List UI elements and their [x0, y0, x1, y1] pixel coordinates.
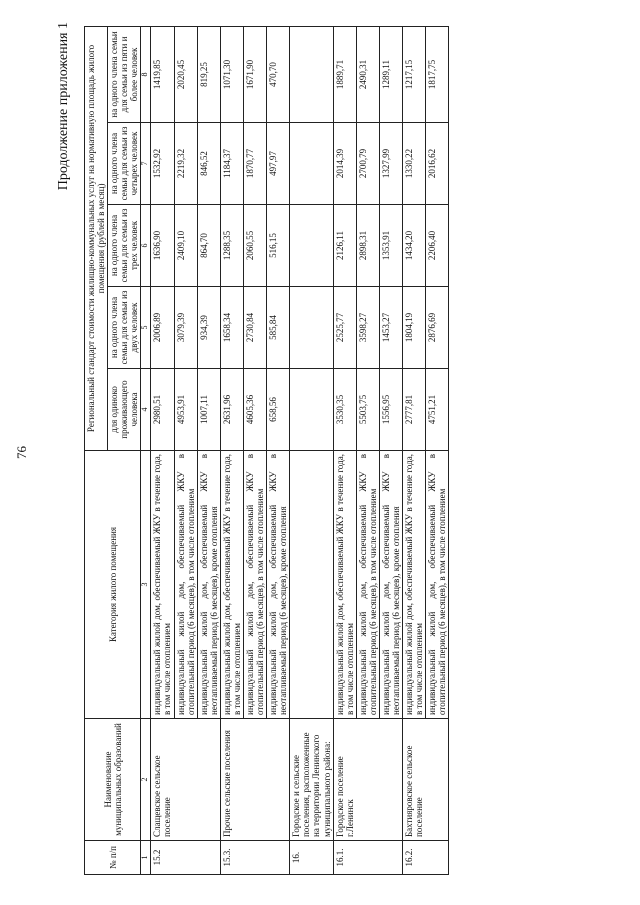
- index-8: 8: [141, 26, 151, 122]
- empty-cell: [290, 369, 333, 451]
- standard-value: 3530,35: [333, 369, 356, 451]
- standard-value: 1327,99: [379, 123, 402, 205]
- header-sub-4: на одного члена семьи для семьи из четырех человек: [108, 123, 141, 205]
- standard-value: 1071,30: [220, 26, 243, 122]
- standard-value: 2219,32: [174, 123, 197, 205]
- standard-value: 2060,55: [243, 205, 266, 287]
- header-sub-2: на одного члена семьи для семьи из двух человек: [108, 287, 141, 369]
- index-5: 5: [141, 287, 151, 369]
- index-3: 3: [141, 451, 151, 719]
- standard-value: 2206,40: [426, 205, 449, 287]
- empty-cell: [290, 26, 333, 122]
- header-sub-5: на одного члена семьи для семьи из пяти и более человек: [108, 26, 141, 122]
- row-number: 15.2: [151, 841, 220, 875]
- continuation-note: Продолжение приложения 1: [56, 22, 71, 191]
- empty-cell: [290, 451, 333, 719]
- standard-value: 658,56: [267, 369, 290, 451]
- standard-value: 1532,92: [151, 123, 174, 205]
- header-category: Категория жилого помещения: [85, 451, 141, 719]
- standard-value: 1889,71: [333, 26, 356, 122]
- standard-value: 2016,62: [426, 123, 449, 205]
- standard-value: 1184,37: [220, 123, 243, 205]
- standard-value: 2525,77: [333, 287, 356, 369]
- standard-value: 2876,69: [426, 287, 449, 369]
- standard-value: 1658,34: [220, 287, 243, 369]
- index-7: 7: [141, 123, 151, 205]
- row-number: 16.2.: [403, 841, 449, 875]
- header-sub-3: на одного члена семьи для семьи из трех человек: [108, 205, 141, 287]
- standard-value: 1288,35: [220, 205, 243, 287]
- header-sub-1: для одиноко проживающего человека: [108, 369, 141, 451]
- municipality-name: Городское и сельские поселения, расположенные на территории Ленинского муниципального района:: [290, 719, 333, 841]
- index-1: 1: [141, 841, 151, 875]
- standard-value: 1671,90: [243, 26, 266, 122]
- table-row: [333, 26, 356, 874]
- empty-cell: [290, 123, 333, 205]
- standard-value: 2409,10: [174, 205, 197, 287]
- standard-value: 2980,51: [151, 369, 174, 451]
- standard-value: 1870,77: [243, 123, 266, 205]
- housing-category: индивидуальный жилой дом, обеспечиваемый ЖКУ в течение года, в том числе отоплением: [403, 451, 426, 719]
- empty-cell: [290, 287, 333, 369]
- standard-value: 2020,45: [174, 26, 197, 122]
- standard-value: 1217,15: [403, 26, 426, 122]
- standard-value: 1817,75: [426, 26, 449, 122]
- municipality-name: Бахтияровское сельское поселение: [403, 719, 449, 841]
- standard-value: 934,39: [197, 287, 220, 369]
- housing-category: индивидуальный жилой дом, обеспечиваемый ЖКУ в отопительный период (6 месяцев), в том числе отоплением: [356, 451, 379, 719]
- table-row: [220, 26, 243, 874]
- index-6: 6: [141, 205, 151, 287]
- standard-value: 1353,91: [379, 205, 402, 287]
- standard-value: 846,52: [197, 123, 220, 205]
- standard-value: 497,97: [267, 123, 290, 205]
- standard-value: 1804,19: [403, 287, 426, 369]
- municipality-name: Городское поселение г.Ленинск: [333, 719, 402, 841]
- standard-value: 2126,11: [333, 205, 356, 287]
- table-header: [85, 26, 151, 874]
- standard-value: 2730,84: [243, 287, 266, 369]
- housing-category: индивидуальный жилой дом, обеспечиваемый ЖКУ в течение года, в том числе отоплением: [151, 451, 174, 719]
- standard-value: 470,70: [267, 26, 290, 122]
- standard-value: 1434,20: [403, 205, 426, 287]
- municipality-name: Прочие сельские поселения: [220, 719, 289, 841]
- housing-category: индивидуальный жилой дом, обеспечиваемый ЖКУ в отопительный период (6 месяцев), в том числе отоплением: [426, 451, 449, 719]
- table-body: [151, 26, 449, 874]
- housing-category: индивидуальный жилой дом, обеспечиваемый ЖКУ в течение года, в том числе отоплением: [333, 451, 356, 719]
- standard-table: [84, 26, 449, 875]
- standard-value: 3598,27: [356, 287, 379, 369]
- standard-value: 585,84: [267, 287, 290, 369]
- page-number: 76: [14, 446, 29, 459]
- housing-category: индивидуальный жилой дом, обеспечиваемый ЖКУ в неотапливаемый период (6 месяцев), кроме отопления: [267, 451, 290, 719]
- housing-category: индивидуальный жилой дом, обеспечиваемый ЖКУ в отопительный период (6 месяцев), в том числе отоплением: [243, 451, 266, 719]
- housing-category: индивидуальный жилой дом, обеспечиваемый ЖКУ в отопительный период (6 месяцев), в том числе отоплением: [174, 451, 197, 719]
- housing-category: индивидуальный жилой дом, обеспечиваемый ЖКУ в течение года, в том числе отоплением: [220, 451, 243, 719]
- standard-value: 3079,39: [174, 287, 197, 369]
- table-row: [403, 26, 426, 874]
- standard-value: 1636,90: [151, 205, 174, 287]
- row-number: 16.1.: [333, 841, 402, 875]
- header-standard: Региональный стандарт стоимости жилищно-коммунальных услуг на нормативную площадь жилого помещения (рублей в месяц): [85, 26, 108, 450]
- standard-value: 864,70: [197, 205, 220, 287]
- header-num: № п/п: [85, 841, 141, 875]
- standard-value: 2006,89: [151, 287, 174, 369]
- standard-value: 1453,27: [379, 287, 402, 369]
- standard-value: 2898,31: [356, 205, 379, 287]
- empty-cell: [290, 205, 333, 287]
- table-row: [151, 26, 174, 874]
- index-2: 2: [141, 719, 151, 841]
- standard-value: 516,15: [267, 205, 290, 287]
- row-number: 16.: [290, 841, 333, 875]
- row-number: 15.3.: [220, 841, 289, 875]
- standard-value: 2700,79: [356, 123, 379, 205]
- standard-value: 819,25: [197, 26, 220, 122]
- standard-value: 1007,11: [197, 369, 220, 451]
- standard-value: 4953,91: [174, 369, 197, 451]
- housing-category: индивидуальный жилой дом, обеспечиваемый ЖКУ в неотапливаемый период (6 месяцев), кроме отопления: [197, 451, 220, 719]
- standard-value: 1556,95: [379, 369, 402, 451]
- standard-value: 4751,21: [426, 369, 449, 451]
- housing-category: индивидуальный жилой дом, обеспечиваемый ЖКУ в неотапливаемый период (6 месяцев), кроме отопления: [379, 451, 402, 719]
- municipality-name: Слащевское сельское поселение: [151, 719, 220, 841]
- standard-value: 4605,36: [243, 369, 266, 451]
- header-name: Наименование муниципальных образований: [85, 719, 141, 841]
- index-4: 4: [141, 369, 151, 451]
- standard-value: 1289,11: [379, 26, 402, 122]
- standard-value: 2777,81: [403, 369, 426, 451]
- standard-value: 2490,31: [356, 26, 379, 122]
- standard-value: 2631,96: [220, 369, 243, 451]
- standard-value: 2014,39: [333, 123, 356, 205]
- standard-value: 1419,85: [151, 26, 174, 122]
- standard-value: 1330,22: [403, 123, 426, 205]
- table-row: [290, 26, 333, 874]
- standard-value: 5503,75: [356, 369, 379, 451]
